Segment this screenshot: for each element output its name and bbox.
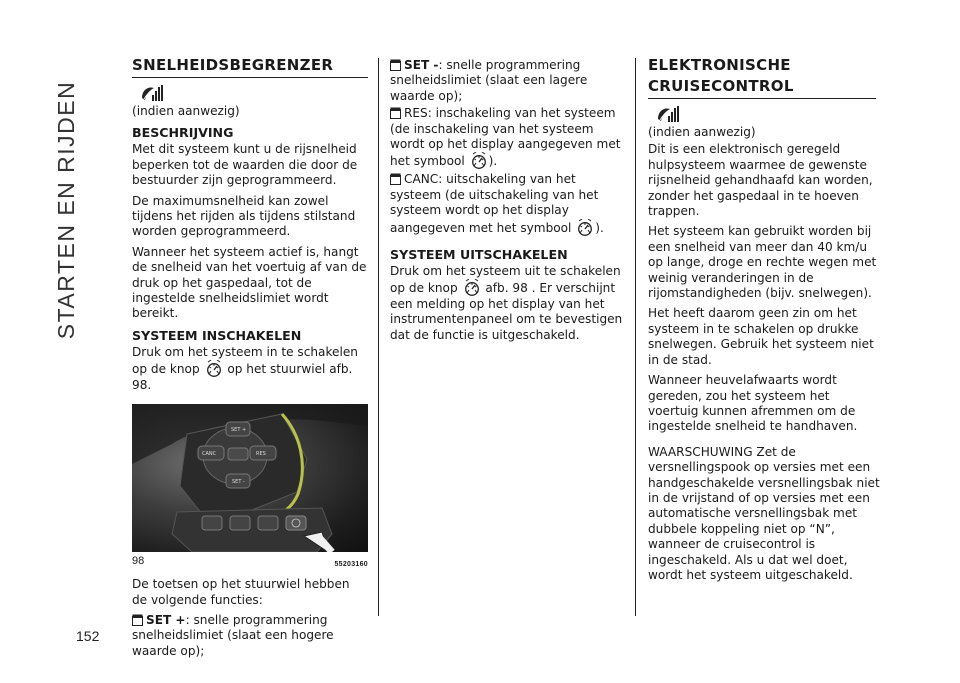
- paragraph: Het heeft daarom geen zin om het systeem in te schakelen op drukke snelwegen. Gebruik het systeem niet in de stad.: [648, 306, 874, 367]
- text: RES: inschakeling van het systeem (de inschakeling van het systeem wordt op het display aangegeven met het symbool: [390, 106, 621, 169]
- eco-icon: [656, 105, 682, 123]
- list-item: [390, 106, 626, 170]
- paragraph: [390, 264, 626, 344]
- key-label: SET -: [404, 58, 439, 72]
- text: Druk om het systeem uit te schakelen op de knop: [390, 263, 621, 296]
- subsection-title-activation: SYSTEEM INSCHAKELEN: [132, 327, 302, 343]
- availability-note: (indien aanwezig): [648, 125, 756, 139]
- column-divider: [635, 58, 636, 616]
- section-title-cruise-line2: CRUISECONTROL: [648, 77, 876, 99]
- key-label: SET +: [146, 612, 186, 627]
- section-title-speed-limiter: SNELHEIDSBEGRENZER: [132, 56, 368, 78]
- eco-icon: [140, 84, 166, 102]
- column-divider: [378, 58, 379, 616]
- column-3: [648, 56, 880, 583]
- paragraph: Wanneer het systeem actief is, hangt de snelheid van het voertuig af van de druk op het gaspedaal, tot de ingestelde snelheidslimiet wordt bereikt.: [132, 244, 367, 321]
- figure-code: 55203160: [334, 560, 368, 568]
- text: : snelle programmering snelheidslimiet (slaat een hogere waarde op);: [132, 612, 334, 658]
- column-1: [132, 56, 368, 659]
- paragraph: De toetsen op het stuurwiel hebben de volgende functies:: [132, 577, 350, 607]
- page-number: 152: [76, 628, 100, 644]
- text: CANC: uitschakeling van het systeem (de uitschakeling van het systeem wordt op het display aangegeven met het symbool: [390, 172, 599, 235]
- set-minus-label: SET -: [232, 478, 245, 485]
- canc-label: CANC: [202, 450, 217, 457]
- figure-caption: [132, 554, 368, 572]
- warning-paragraph: WAARSCHUWING Zet de versnellingspook op versies met een handgeschakelde versnellingsbak niet in de vrijstand of op versies met een automatische versnellingsbak met dubbele koppeling niet op “N”, wanneer de cruisecontrol is ingeschakeld. Als u dat wel doet, wordt het systeem uitgeschakeld.: [648, 444, 880, 582]
- list-item: [390, 172, 626, 236]
- text: afb. 98 . Er verschijnt een melding op het display van het instrumentenpaneel om te bevestigen dat de functie is uitgeschakeld.: [390, 281, 623, 342]
- text: : snelle programmering snelheidslimiet (slaat een lagere waarde op);: [390, 58, 588, 103]
- paragraph: Dit is een elektronisch geregeld hulpsysteem waarmee de gewenste rijsnelheid gehandhaafd kan worden, zonder het gaspedaal in te hoeven trappen.: [648, 142, 873, 219]
- key-icon: [390, 107, 401, 119]
- list-item: [390, 58, 626, 104]
- column-2: [390, 56, 626, 343]
- list-item: [132, 613, 368, 659]
- speed-limiter-gauge-icon: [464, 279, 480, 297]
- paragraph: Met dit systeem kunt u de rijsnelheid beperken tot de waarden die door de bestuurder zijn geprogrammeerd.: [132, 142, 358, 188]
- set-plus-label: SET +: [231, 426, 247, 433]
- subsection-title-deactivation: SYSTEEM UITSCHAKELEN: [390, 246, 568, 262]
- availability-note: (indien aanwezig): [132, 104, 240, 118]
- text: op het stuurwiel afb. 98.: [132, 362, 353, 393]
- steering-wheel-photo: [132, 404, 368, 552]
- paragraph: [132, 345, 368, 394]
- paragraph: Wanneer heuvelafwaarts wordt gereden, zou het systeem het voertuig kunnen afremmen om de ingestelde snelheid te handhaven.: [648, 373, 858, 434]
- text: ).: [488, 154, 498, 169]
- paragraph: Het systeem kan gebruikt worden bij een snelheid van meer dan 40 km/u op lange, droge en rechte wegen met weinig veranderingen in de rijomstandigheden (bijv. snelwegen).: [648, 224, 877, 301]
- speed-limiter-gauge-icon: [577, 219, 593, 237]
- text: ).: [595, 220, 604, 235]
- subsection-title-description: BESCHRIJVING: [132, 125, 234, 141]
- speed-limiter-gauge-icon: [471, 152, 487, 170]
- chapter-title: STARTEN EN RIJDEN: [53, 80, 79, 340]
- res-label: RES: [256, 450, 266, 457]
- figure-number: 98: [132, 554, 145, 567]
- paragraph: De maximumsnelheid kan zowel tijdens het rijden als tijdens stilstand worden geprogrammeerd.: [132, 193, 356, 239]
- key-icon: [390, 59, 401, 71]
- speed-limiter-gauge-icon: [206, 360, 222, 378]
- text: Druk om het systeem in te schakelen op de knop: [132, 344, 358, 377]
- key-icon: [390, 173, 401, 185]
- section-title-cruise-line1: ELEKTRONISCHE: [648, 56, 791, 74]
- key-icon: [132, 614, 143, 626]
